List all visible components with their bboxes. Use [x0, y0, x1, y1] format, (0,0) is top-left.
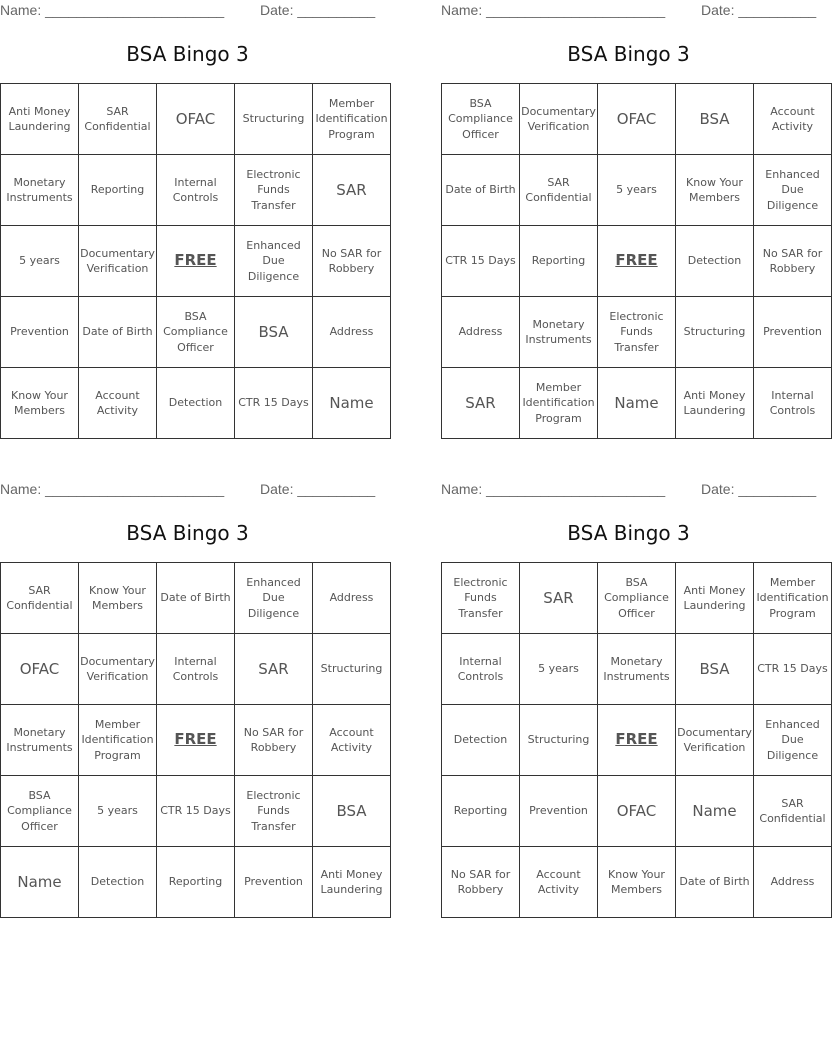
grid-cell: Structuring — [313, 634, 391, 705]
grid-cell: BSA — [676, 634, 754, 705]
grid-row — [1, 776, 391, 847]
grid-cell: 5 years — [598, 155, 676, 226]
grid-cell: Anti Money Laundering — [313, 847, 391, 918]
grid-cell: OFAC — [598, 776, 676, 847]
grid-cell: BSA Compliance Officer — [442, 84, 520, 155]
grid-cell: Documentary Verification — [676, 705, 754, 776]
card-title: BSA Bingo 3 — [567, 42, 690, 66]
grid-cell: Enhanced Due Diligence — [235, 563, 313, 634]
grid-cell: SAR — [520, 563, 598, 634]
grid-cell: Name — [313, 368, 391, 439]
grid-cell: Structuring — [520, 705, 598, 776]
grid-cell: Detection — [157, 368, 235, 439]
grid-row — [1, 155, 391, 226]
grid-row — [442, 634, 832, 705]
free-space: FREE — [157, 705, 235, 776]
grid-cell: Member Identification Program — [313, 84, 391, 155]
grid-cell: Documentary Verification — [520, 84, 598, 155]
grid-cell: Know Your Members — [79, 563, 157, 634]
grid-cell: BSA — [676, 84, 754, 155]
grid-cell: Know Your Members — [598, 847, 676, 918]
grid-row — [442, 155, 832, 226]
grid-cell: CTR 15 Days — [754, 634, 832, 705]
grid-cell: SAR — [442, 368, 520, 439]
grid-cell: Prevention — [1, 297, 79, 368]
grid-cell: OFAC — [157, 84, 235, 155]
name-field-line: Name: _______________________ — [0, 2, 225, 18]
grid-cell: Enhanced Due Diligence — [754, 705, 832, 776]
bingo-grid — [0, 83, 391, 439]
grid-cell: Account Activity — [79, 368, 157, 439]
grid-cell: BSA Compliance Officer — [157, 297, 235, 368]
grid-row — [442, 84, 832, 155]
free-space: FREE — [598, 226, 676, 297]
grid-cell: Anti Money Laundering — [676, 368, 754, 439]
grid-row — [1, 563, 391, 634]
grid-cell: Anti Money Laundering — [1, 84, 79, 155]
grid-cell: Name — [676, 776, 754, 847]
grid-row — [1, 847, 391, 918]
grid-cell: Date of Birth — [676, 847, 754, 918]
grid-cell: SAR Confidential — [1, 563, 79, 634]
grid-cell: Know Your Members — [1, 368, 79, 439]
grid-cell: Address — [313, 563, 391, 634]
grid-cell: No SAR for Robbery — [235, 705, 313, 776]
grid-cell: Internal Controls — [442, 634, 520, 705]
grid-cell: Monetary Instruments — [1, 705, 79, 776]
grid-cell: Enhanced Due Diligence — [235, 226, 313, 297]
grid-cell: Detection — [79, 847, 157, 918]
grid-cell: Member Identification Program — [754, 563, 832, 634]
date-field-line: Date: __________ — [260, 481, 376, 497]
grid-cell: Date of Birth — [79, 297, 157, 368]
date-field-line: Date: __________ — [260, 2, 376, 18]
grid-cell: Detection — [676, 226, 754, 297]
grid-cell: 5 years — [520, 634, 598, 705]
grid-row — [1, 84, 391, 155]
grid-cell: Prevention — [235, 847, 313, 918]
grid-cell: SAR Confidential — [754, 776, 832, 847]
card-title: BSA Bingo 3 — [126, 521, 249, 545]
free-space: FREE — [598, 705, 676, 776]
grid-cell: Prevention — [754, 297, 832, 368]
grid-cell: Structuring — [235, 84, 313, 155]
grid-cell: Prevention — [520, 776, 598, 847]
grid-row — [442, 847, 832, 918]
grid-cell: OFAC — [598, 84, 676, 155]
bingo-grid — [441, 562, 832, 918]
card-title: BSA Bingo 3 — [567, 521, 690, 545]
grid-cell: Reporting — [157, 847, 235, 918]
grid-cell: Date of Birth — [442, 155, 520, 226]
grid-cell: Electronic Funds Transfer — [235, 776, 313, 847]
bingo-card-1 — [0, 0, 388, 432]
grid-cell: Account Activity — [754, 84, 832, 155]
grid-row — [1, 705, 391, 776]
grid-cell: BSA — [313, 776, 391, 847]
grid-cell: BSA — [235, 297, 313, 368]
grid-row — [442, 226, 832, 297]
grid-cell: Electronic Funds Transfer — [442, 563, 520, 634]
grid-cell: No SAR for Robbery — [442, 847, 520, 918]
grid-cell: Internal Controls — [157, 155, 235, 226]
grid-cell: SAR Confidential — [520, 155, 598, 226]
bingo-grid — [441, 83, 832, 439]
grid-cell: Member Identification Program — [520, 368, 598, 439]
grid-cell: Reporting — [520, 226, 598, 297]
grid-cell: Address — [442, 297, 520, 368]
grid-cell: Detection — [442, 705, 520, 776]
grid-cell: BSA Compliance Officer — [1, 776, 79, 847]
grid-row — [442, 368, 832, 439]
grid-cell: Name — [598, 368, 676, 439]
grid-cell: No SAR for Robbery — [313, 226, 391, 297]
grid-cell: BSA Compliance Officer — [598, 563, 676, 634]
grid-cell: Member Identification Program — [79, 705, 157, 776]
grid-cell: Monetary Instruments — [598, 634, 676, 705]
name-field-line: Name: _______________________ — [441, 481, 666, 497]
grid-row — [1, 226, 391, 297]
grid-cell: Name — [1, 847, 79, 918]
grid-cell: Account Activity — [313, 705, 391, 776]
name-field-line: Name: _______________________ — [0, 481, 225, 497]
grid-row — [442, 776, 832, 847]
bingo-card-3 — [0, 479, 383, 911]
grid-cell: Account Activity — [520, 847, 598, 918]
grid-cell: CTR 15 Days — [442, 226, 520, 297]
grid-cell: Address — [313, 297, 391, 368]
grid-cell: SAR — [313, 155, 391, 226]
grid-cell: Monetary Instruments — [1, 155, 79, 226]
grid-cell: Reporting — [79, 155, 157, 226]
grid-cell: Enhanced Due Diligence — [754, 155, 832, 226]
grid-cell: Internal Controls — [754, 368, 832, 439]
grid-cell: Reporting — [442, 776, 520, 847]
date-field-line: Date: __________ — [701, 2, 817, 18]
grid-row — [1, 634, 391, 705]
grid-cell: 5 years — [1, 226, 79, 297]
grid-row — [1, 297, 391, 368]
grid-cell: Internal Controls — [157, 634, 235, 705]
free-space: FREE — [157, 226, 235, 297]
bingo-card-2 — [441, 0, 823, 432]
name-field-line: Name: _______________________ — [441, 2, 666, 18]
grid-cell: SAR Confidential — [79, 84, 157, 155]
grid-cell: Electronic Funds Transfer — [235, 155, 313, 226]
grid-cell: Structuring — [676, 297, 754, 368]
grid-cell: Date of Birth — [157, 563, 235, 634]
grid-cell: Electronic Funds Transfer — [598, 297, 676, 368]
grid-cell: Monetary Instruments — [520, 297, 598, 368]
bingo-grid — [0, 562, 391, 918]
grid-row — [442, 705, 832, 776]
grid-cell: No SAR for Robbery — [754, 226, 832, 297]
grid-cell: CTR 15 Days — [157, 776, 235, 847]
grid-cell: Anti Money Laundering — [676, 563, 754, 634]
grid-cell: Documentary Verification — [79, 226, 157, 297]
grid-cell: Address — [754, 847, 832, 918]
grid-row — [442, 563, 832, 634]
grid-cell: CTR 15 Days — [235, 368, 313, 439]
grid-cell: OFAC — [1, 634, 79, 705]
grid-cell: Documentary Verification — [79, 634, 157, 705]
grid-row — [1, 368, 391, 439]
grid-cell: Know Your Members — [676, 155, 754, 226]
card-title: BSA Bingo 3 — [126, 42, 249, 66]
date-field-line: Date: __________ — [701, 481, 817, 497]
grid-row — [442, 297, 832, 368]
bingo-card-4 — [441, 479, 829, 911]
grid-cell: 5 years — [79, 776, 157, 847]
grid-cell: SAR — [235, 634, 313, 705]
